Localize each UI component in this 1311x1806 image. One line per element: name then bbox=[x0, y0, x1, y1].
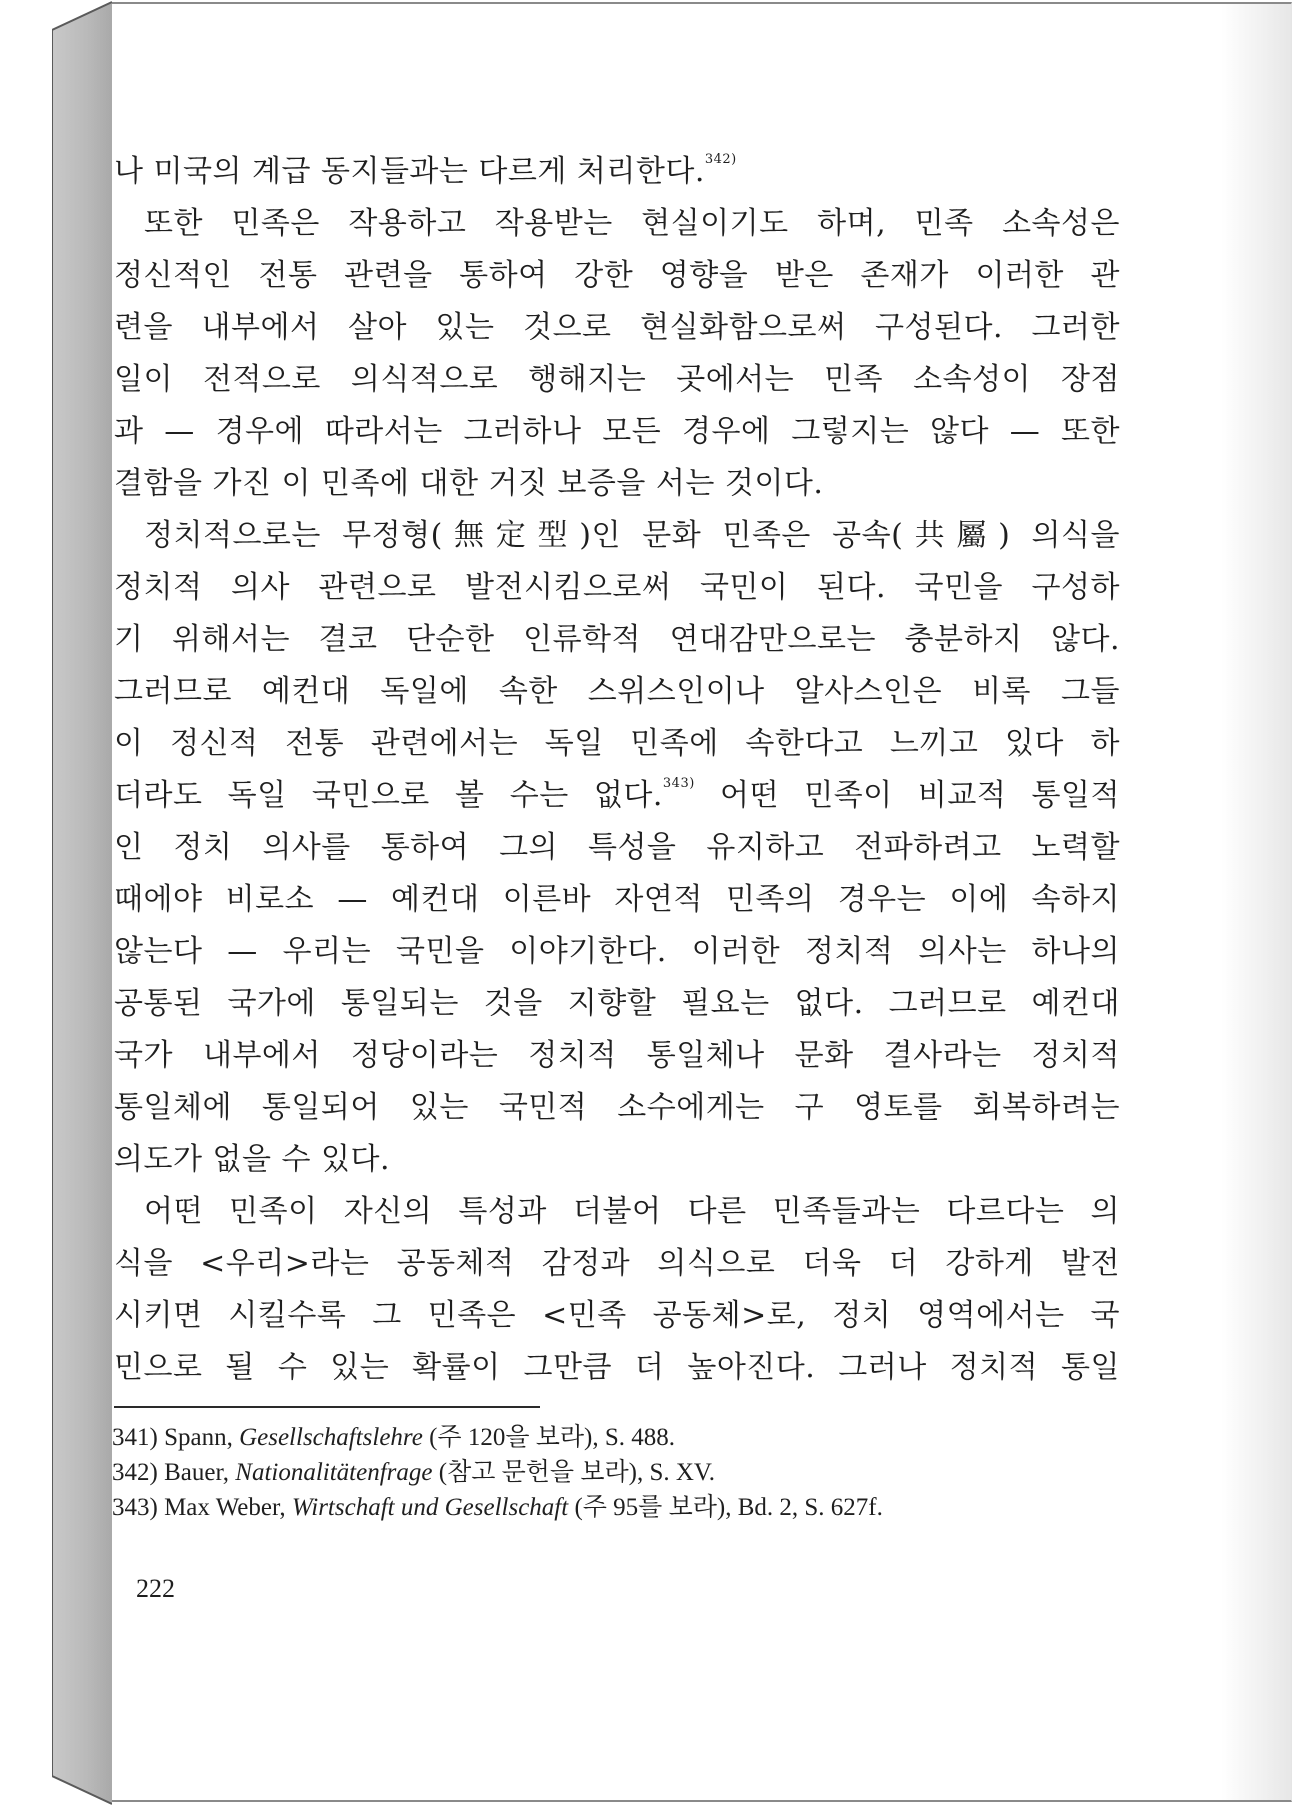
body-line-text: 국가 내부에서 정당이라는 정치적 통일체나 문화 결사라는 정치적 bbox=[114, 1038, 1120, 1073]
footnote-author: Bauer, bbox=[164, 1459, 230, 1486]
body-line-text: 나 미국의 계급 동지들과는 다르게 처리한다. bbox=[114, 154, 705, 189]
body-line-text: 더라도 독일 국민으로 볼 수는 없다. bbox=[114, 778, 663, 813]
body-line bbox=[114, 250, 1120, 302]
body-line bbox=[114, 302, 1120, 354]
body-line-text: 민으로 될 수 있는 확률이 그만큼 더 높아진다. 그러나 정치적 통일 bbox=[114, 1350, 1120, 1385]
body-line-text: 의도가 없을 수 있다. bbox=[114, 1142, 390, 1177]
page-edge-shadow bbox=[1221, 4, 1291, 1800]
book-spine-outline bbox=[52, 0, 112, 1806]
body-line-text: 않는다 — 우리는 국민을 이야기한다. 이러한 정치적 의사는 하나의 bbox=[114, 934, 1120, 969]
body-line bbox=[114, 146, 1120, 198]
body-line bbox=[114, 562, 1120, 614]
body-line-text: 때에야 비로소 — 예컨대 이른바 자연적 민족의 경우는 이에 속하지 bbox=[114, 882, 1120, 917]
body-line-text: 인 정치 의사를 통하여 그의 특성을 유지하고 전파하려고 노력할 bbox=[114, 830, 1120, 865]
body-line bbox=[114, 1290, 1120, 1342]
body-line bbox=[114, 718, 1120, 770]
footnote-number: 343) bbox=[112, 1494, 158, 1521]
body-line bbox=[114, 1082, 1120, 1134]
body-line-text: 결함을 가진 이 민족에 대한 거짓 보증을 서는 것이다. bbox=[114, 466, 824, 501]
body-line bbox=[114, 822, 1120, 874]
footnote-number: 342) bbox=[112, 1459, 158, 1486]
body-line bbox=[114, 1134, 1120, 1186]
body-line-text: 과 — 경우에 따라서는 그러하나 모든 경우에 그렇지는 않다 — 또한 bbox=[114, 414, 1120, 449]
body-line-text: 정신적인 전통 관련을 통하여 강한 영향을 받은 존재가 이러한 관 bbox=[114, 258, 1120, 293]
body-line bbox=[114, 354, 1120, 406]
footnote-rest: (참고 문헌을 보라), S. XV. bbox=[438, 1459, 715, 1486]
footnote-reference: 342) bbox=[704, 152, 737, 167]
body-line bbox=[114, 926, 1120, 978]
footnote-reference: 343) bbox=[662, 776, 695, 791]
footnotes bbox=[112, 1420, 1122, 1525]
body-line-text-continued: 어떤 민족이 비교적 통일적 bbox=[694, 778, 1120, 813]
body-line-text: 정치적으로는 무정형(無定型)인 문화 민족은 공속(共屬) 의식을 bbox=[144, 518, 1120, 553]
footnote-separator bbox=[114, 1406, 540, 1408]
footnote-rest: (주 120을 보라), S. 488. bbox=[429, 1424, 675, 1451]
body-line bbox=[114, 510, 1120, 562]
body-line-text: 통일체에 통일되어 있는 국민적 소수에게는 구 영토를 회복하려는 bbox=[114, 1090, 1120, 1125]
footnote-item bbox=[112, 1420, 1122, 1455]
footnote-title: Wirtschaft und Gesellschaft bbox=[291, 1494, 569, 1521]
body-text bbox=[114, 146, 1120, 1394]
body-line bbox=[114, 1238, 1120, 1290]
footnote-author: Max Weber, bbox=[164, 1494, 286, 1521]
body-line-text: 정치적 의사 관련으로 발전시킴으로써 국민이 된다. 국민을 구성하 bbox=[114, 570, 1120, 605]
body-line-text: 기 위해서는 결코 단순한 인류학적 연대감만으로는 충분하지 않다. bbox=[114, 622, 1120, 657]
body-line bbox=[114, 874, 1120, 926]
body-line-text: 공통된 국가에 통일되는 것을 지향할 필요는 없다. 그러므로 예컨대 bbox=[114, 986, 1120, 1021]
body-line-text: 그러므로 예컨대 독일에 속한 스위스인이나 알사스인은 비록 그들 bbox=[114, 674, 1120, 709]
body-line bbox=[114, 666, 1120, 718]
body-line bbox=[114, 198, 1120, 250]
body-line bbox=[114, 978, 1120, 1030]
body-line bbox=[114, 770, 1120, 822]
body-line bbox=[114, 406, 1120, 458]
body-line bbox=[114, 458, 1120, 510]
footnote-author: Spann, bbox=[164, 1424, 233, 1451]
body-line-text: 식을 <우리>라는 공동체적 감정과 의식으로 더욱 더 강하게 발전 bbox=[114, 1246, 1120, 1281]
body-line-text: 이 정신적 전통 관련에서는 독일 민족에 속한다고 느끼고 있다 하 bbox=[114, 726, 1120, 761]
body-line bbox=[114, 1342, 1120, 1394]
body-line-text: 어떤 민족이 자신의 특성과 더불어 다른 민족들과는 다르다는 의 bbox=[144, 1194, 1120, 1229]
body-line bbox=[114, 614, 1120, 666]
footnote-title: Nationalitätenfrage bbox=[235, 1459, 433, 1486]
footnote-item bbox=[112, 1455, 1122, 1490]
body-line bbox=[114, 1030, 1120, 1082]
body-line bbox=[114, 1186, 1120, 1238]
footnote-number: 341) bbox=[112, 1424, 158, 1451]
footnote-title: Gesellschaftslehre bbox=[239, 1424, 423, 1451]
footnote-rest: (주 95를 보라), Bd. 2, S. 627f. bbox=[574, 1494, 883, 1521]
footnote-item bbox=[112, 1490, 1122, 1525]
body-line-text: 련을 내부에서 살아 있는 것으로 현실화함으로써 구성된다. 그러한 bbox=[114, 310, 1120, 345]
page-number: 222 bbox=[136, 1574, 175, 1603]
body-line-text: 일이 전적으로 의식적으로 행해지는 곳에서는 민족 소속성이 장점 bbox=[114, 362, 1120, 397]
body-line-text: 또한 민족은 작용하고 작용받는 현실이기도 하며, 민족 소속성은 bbox=[144, 206, 1120, 241]
body-line-text: 시키면 시킬수록 그 민족은 <민족 공동체>로, 정치 영역에서는 국 bbox=[114, 1298, 1120, 1333]
